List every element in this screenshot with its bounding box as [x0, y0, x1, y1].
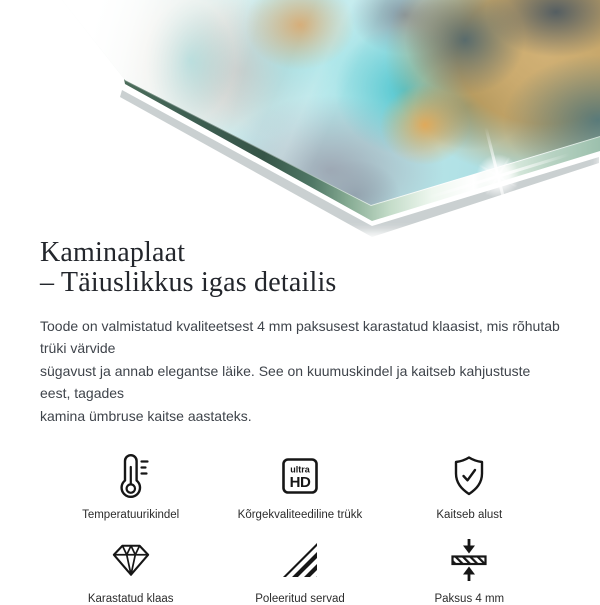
- feature-high-quality-print: [215, 451, 384, 521]
- feature-polished-edges: [215, 535, 384, 605]
- feature-label: Kaitseb alust: [436, 509, 503, 522]
- ultra-hd-icon: [280, 451, 320, 501]
- feature-label: Paksus 4 mm: [434, 593, 505, 605]
- feature-label: Temperatuurikindel: [82, 509, 180, 522]
- feature-label: Poleeritud servad: [255, 593, 345, 605]
- shield-check-icon: [449, 451, 489, 501]
- feature-label: Kõrgekvaliteediline trükk: [237, 509, 363, 522]
- feature-label: Karastatud klaas: [87, 593, 174, 605]
- page-title-line2: – Täiuslikkus igas detailis: [40, 267, 337, 298]
- diamond-icon: [109, 535, 153, 585]
- thermometer-icon: [109, 451, 153, 501]
- feature-thickness: [385, 535, 554, 605]
- hero-product-image: [0, 0, 600, 232]
- description-line: sügavust ja annab elegantse läike. See on kuumuskindel ja kaitseb kahjustuste eest, tagades: [40, 362, 531, 402]
- description-line: Toode on valmistatud kvaliteetsest 4 mm paksusest karastatud klaasist, mis rõhutab trüki värvide: [40, 318, 560, 357]
- product-description: [40, 315, 560, 427]
- glass-panel-artwork: [0, 0, 600, 232]
- hd-text: HD: [289, 474, 311, 492]
- ultra-text: ultra: [290, 464, 310, 475]
- feature-protects-base: [385, 451, 554, 521]
- polished-edges-icon: [280, 535, 320, 585]
- features-grid: [40, 451, 560, 605]
- page-title: [40, 238, 560, 298]
- feature-tempered-glass: [46, 535, 215, 605]
- feature-temperature-resistant: [46, 451, 215, 521]
- page-title-line1: Kaminaplaat: [40, 237, 186, 268]
- thickness-icon: [449, 535, 489, 585]
- description-line: kamina ümbruse kaitse aastateks.: [40, 407, 252, 424]
- content-area: [0, 238, 600, 605]
